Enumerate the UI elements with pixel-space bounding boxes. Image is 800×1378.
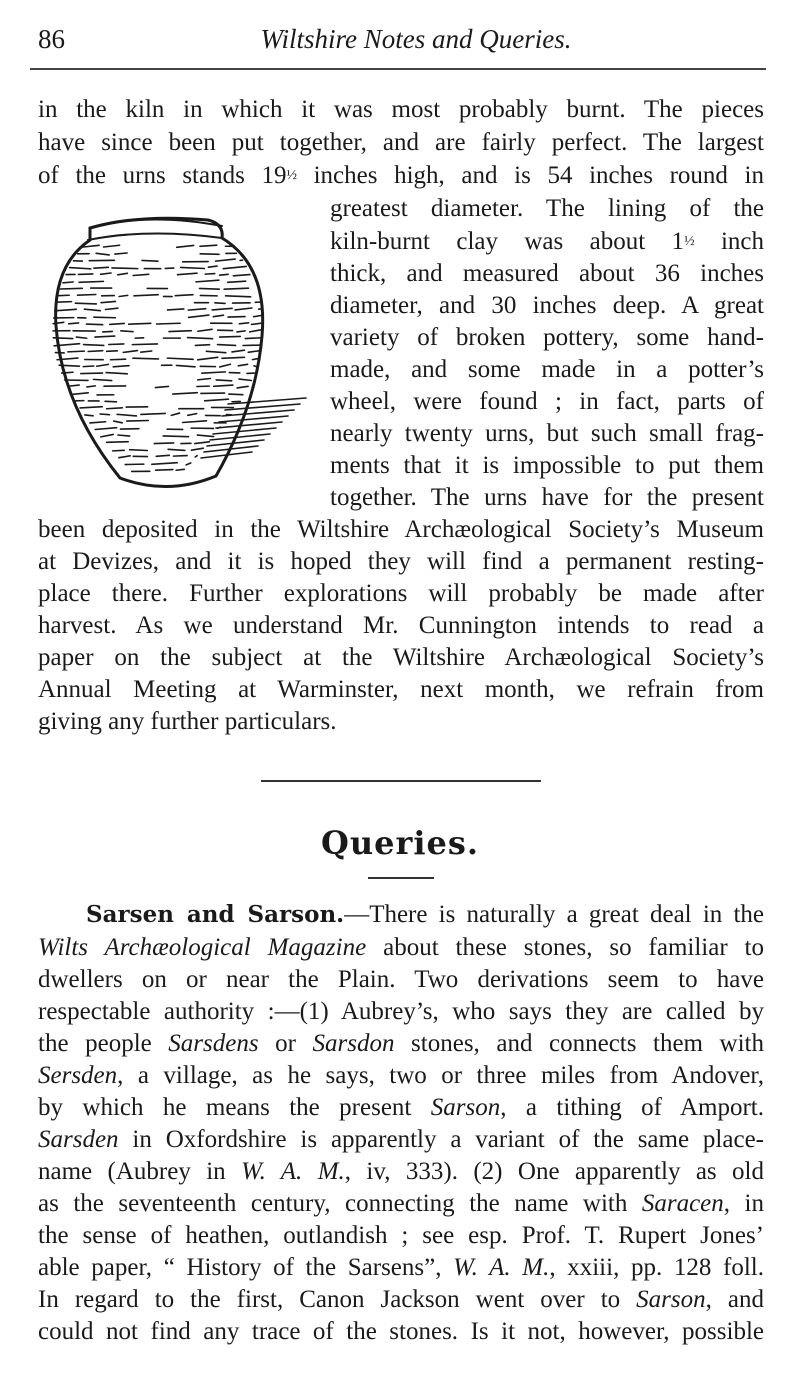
hatch-stroke [189,315,209,317]
hatch-stroke [254,366,257,367]
hatch-stroke [199,288,219,289]
hatch-stroke [141,351,152,352]
hatch-stroke [154,443,173,444]
hatch-stroke [205,274,214,275]
hatch-stroke [90,422,106,423]
hatch-stroke [78,294,96,295]
query-line [38,1252,764,1284]
hatch-stroke [195,345,209,346]
text-line: wheel, were found ; in fact, parts of [330,388,764,415]
query-title: Sarsen and Sarson. [86,901,345,928]
shadow-stroke [225,404,300,410]
query-line: dwellers on or near the Plain. Two derivations seem to have [38,966,764,993]
hatch-stroke [175,295,193,296]
text-span: —There is naturally a great deal in the [344,901,764,928]
text-span: , a tithing of Amport. [500,1094,764,1121]
hatch-stroke [176,365,195,366]
hatch-stroke [168,309,184,310]
hatch-stroke [114,421,123,423]
text-line: at Devizes, and it is hoped they will find a permanent resting- [38,548,764,575]
hatch-stroke [168,449,185,450]
text-span: kiln-burnt clay was about 1 [330,228,685,255]
text-span: , in [723,1190,764,1217]
hatch-stroke [254,315,263,316]
hatch-stroke [191,448,203,450]
hatch-stroke [226,296,251,297]
query-line [38,1156,764,1188]
hatch-stroke [86,324,102,325]
page-number: 86 [38,24,65,54]
section-separator [261,780,541,782]
hatch-stroke [188,338,213,339]
header-rule [30,68,766,70]
hatch-stroke [123,351,137,353]
text-span: by which he means the present [38,1094,431,1121]
hatch-stroke [62,372,73,373]
hatch-stroke [115,253,127,254]
hatch-stroke [222,357,244,358]
hatch-stroke [195,442,210,444]
text-line: together. The urns have for the present [330,484,764,511]
hatch-stroke [216,380,231,381]
hatch-stroke [72,393,89,395]
hatch-stroke [176,469,184,470]
text-span: about these stones, so familiar to [366,934,764,961]
hatch-stroke [78,274,92,275]
hatch-stroke [110,323,124,324]
hatch-stroke [216,259,236,261]
hatch-stroke [177,245,194,247]
text-line: harvest. As we understand Mr. Cunnington intends to read a [38,612,764,639]
hatch-stroke [119,456,130,458]
text-line: been deposited in the Wiltshire Archæological Society’s Museum [38,516,764,543]
hatch-stroke [198,329,212,331]
hatch-stroke [215,303,225,304]
query-line [38,1188,764,1220]
hatch-stroke [107,351,118,352]
hatch-stroke [238,364,247,365]
hatch-stroke [104,245,120,247]
hatch-stroke [101,434,113,436]
hatch-stroke [81,373,103,374]
hatch-stroke [214,385,233,386]
hatch-stroke [217,345,235,346]
hatch-stroke [59,365,79,366]
query-line [38,1060,764,1092]
text-span: , xxiii, pp. 128 foll. [549,1254,764,1281]
text-line: diameter, and 30 inches deep. A great [330,292,764,319]
text-span: able paper, “ History of the Sarsens”, [38,1254,454,1281]
text-span: inch [694,228,764,255]
hatch-stroke [118,435,130,436]
hatch-stroke [127,421,149,422]
text-line [38,160,764,192]
italic-term: W. A. M. [453,1254,550,1281]
hatch-stroke [206,351,225,352]
hatch-stroke [156,470,173,471]
hatch-stroke [103,331,113,332]
hatch-stroke [197,435,213,437]
text-line: thick, and measured about 36 inches [330,260,764,287]
shadow-stroke [219,416,288,422]
hatch-stroke [68,351,84,352]
hatch-stroke [156,455,169,456]
hatch-stroke [223,266,246,268]
hatch-stroke [177,273,197,274]
hatch-stroke [87,386,95,387]
text-span: in Oxfordshire is apparently a variant of the same place- [118,1126,764,1153]
text-line: nearly twenty urns, but such small frag- [330,420,764,447]
hatch-stroke [113,366,129,367]
hatch-stroke [196,280,219,282]
text-span: as the seventeenth century, connecting the name with [38,1190,642,1217]
hatch-stroke [173,393,197,394]
hatch-stroke [101,301,115,302]
hatch-stroke [70,268,91,269]
hatch-stroke [198,379,211,380]
hatch-stroke [100,414,109,415]
italic-term: Sarson [430,1094,501,1121]
text-line: Annual Meeting at Warminster, next month, we refrain from [38,676,764,703]
fraction: ½ [286,168,297,183]
hatch-stroke [202,372,226,373]
shadow-stroke [222,410,294,416]
hatch-stroke [68,385,79,386]
hatch-stroke [152,463,177,465]
hatch-stroke [118,273,128,274]
urn-illustration [38,206,308,506]
section-heading: Queries. [320,824,480,862]
text-span: , iv, 333). (2) One apparently as old [344,1158,764,1185]
text-line [330,226,764,258]
hatch-stroke [60,288,82,289]
italic-term: Saracen [641,1190,724,1217]
hatch-stroke [167,358,193,359]
text-line: made, and some made in a potter’s [330,356,764,383]
hatch-stroke [133,358,159,359]
hatch-stroke [205,399,229,401]
hatch-stroke [195,456,197,457]
italic-term: W. A. M. [241,1158,345,1185]
hatch-stroke [105,308,117,309]
hatch-stroke [121,331,133,332]
italic-term: Sersden [38,1062,118,1089]
query-line [86,899,764,931]
text-line: in the kiln in which it was most probably burnt. The pieces [38,96,764,123]
hatch-stroke [245,338,262,339]
hatch-stroke [239,379,251,380]
text-span: inches high, and is 54 inches round in [296,162,764,189]
hatch-stroke [212,308,232,310]
publication-title: Wilts Archæological Magazine [38,934,367,961]
query-line [38,1284,764,1316]
hatch-stroke [107,442,129,443]
query-line [38,1124,764,1156]
shadow-stroke [210,434,270,440]
query-line [38,1028,764,1060]
hatch-stroke [75,303,96,304]
query-line [38,1092,764,1124]
hatch-stroke [63,282,73,283]
hatch-stroke [157,323,181,324]
hatch-stroke [171,413,179,415]
hatch-stroke [97,364,109,366]
italic-term: Sarsden [38,1126,119,1153]
hatch-stroke [233,275,250,276]
text-span: or [258,1030,313,1057]
hatch-stroke [96,253,109,255]
hatch-stroke [200,245,217,246]
hatch-stroke [117,414,136,416]
hatch-stroke [101,273,111,274]
hatch-stroke [79,281,103,282]
hatch-stroke [69,323,79,324]
hatch-stroke [80,407,102,408]
hatch-stroke [112,268,138,269]
hatch-stroke [55,309,77,310]
text-line: giving any further particulars. [38,708,337,735]
running-head [38,18,764,66]
text-span: of the urns stands 19 [38,162,287,189]
hatch-stroke [119,295,127,296]
hatch-stroke [53,338,72,339]
hatch-stroke [188,309,205,310]
hatch-stroke [84,345,104,346]
hatch-stroke [237,331,245,332]
text-span: the people [38,1030,169,1057]
hatch-stroke [130,450,148,451]
hatch-stroke [220,364,231,367]
hatch-stroke [235,308,252,310]
text-span: stones, and connects them with [394,1030,765,1057]
text-line: ments that it is impossible to put them [330,452,764,479]
hatch-stroke [208,266,217,267]
hatch-stroke [88,351,102,352]
hatch-stroke [169,331,191,332]
running-title: Wiltshire Notes and Queries. [260,24,572,54]
hatch-stroke [84,309,100,310]
hatch-stroke [198,357,218,360]
hatch-stroke [129,323,151,324]
hatch-stroke [220,336,241,337]
hatch-stroke [94,267,108,268]
hatch-stroke [213,315,223,316]
hatch-stroke [56,302,71,303]
heading-rule [368,877,434,879]
hatch-stroke [229,394,243,395]
hatch-stroke [141,413,165,414]
italic-term: Sarson [636,1286,706,1313]
text-span: In regard to the first, Canon Jackson went over to [38,1286,637,1313]
hatch-stroke [107,408,123,409]
hatch-stroke [183,421,207,423]
hatch-stroke [224,288,248,289]
hatch-stroke [186,463,191,465]
query-line: the sense of heathen, outlandish ; see esp. Prof. T. Rupert Jones’ [38,1222,764,1249]
hatch-stroke [76,337,86,338]
hatch-stroke [228,281,246,282]
text-line: place there. Further explorations will probably be made after [38,580,764,607]
hatch-stroke [109,344,124,345]
hatch-stroke [237,386,248,388]
hatch-stroke [95,336,115,337]
italic-term: Sarsdon [312,1030,395,1057]
query-line [38,932,764,964]
hatch-stroke [220,274,229,275]
hatch-stroke [142,260,158,261]
text-span: , a village, as he says, two or three miles from Andover, [117,1062,764,1089]
hatch-stroke [95,428,116,430]
text-line: have since been put together, and are fairly perfect. The largest [38,129,764,156]
fraction: ½ [684,234,695,249]
hatch-stroke [132,344,157,345]
hatch-stroke [173,456,187,457]
italic-term: Sarsdens [168,1030,259,1057]
hatch-stroke [232,350,244,352]
hatch-stroke [134,295,158,296]
hatch-stroke [239,323,248,324]
hatch-stroke [188,414,197,416]
hatch-stroke [250,330,262,332]
hatch-stroke [181,267,205,268]
text-span: , and [705,1286,764,1313]
query-line: respectable authority :—(1) Aubrey’s, who says they are called by [38,998,764,1025]
hatch-stroke [163,436,188,437]
hatch-stroke [113,450,125,451]
text-line: variety of broken pottery, some hand- [330,324,764,351]
hatch-stroke [105,401,116,402]
hatch-stroke [94,379,112,380]
hatch-stroke [83,366,93,367]
hatch-stroke [85,415,93,416]
text-line: paper on the subject at the Wiltshire Archæological Society’s [38,644,764,671]
shadow-stroke [213,428,276,434]
text-line: greatest diameter. The lining of the [330,195,764,222]
hatch-stroke [133,274,148,275]
text-span: name (Aubrey in [38,1158,242,1185]
hatch-stroke [155,386,168,387]
hatch-stroke [106,373,127,374]
query-line: could not find any trace of the stones. Is it not, however, possible [38,1318,764,1345]
hatch-stroke [111,359,126,360]
hatch-stroke [94,317,116,318]
